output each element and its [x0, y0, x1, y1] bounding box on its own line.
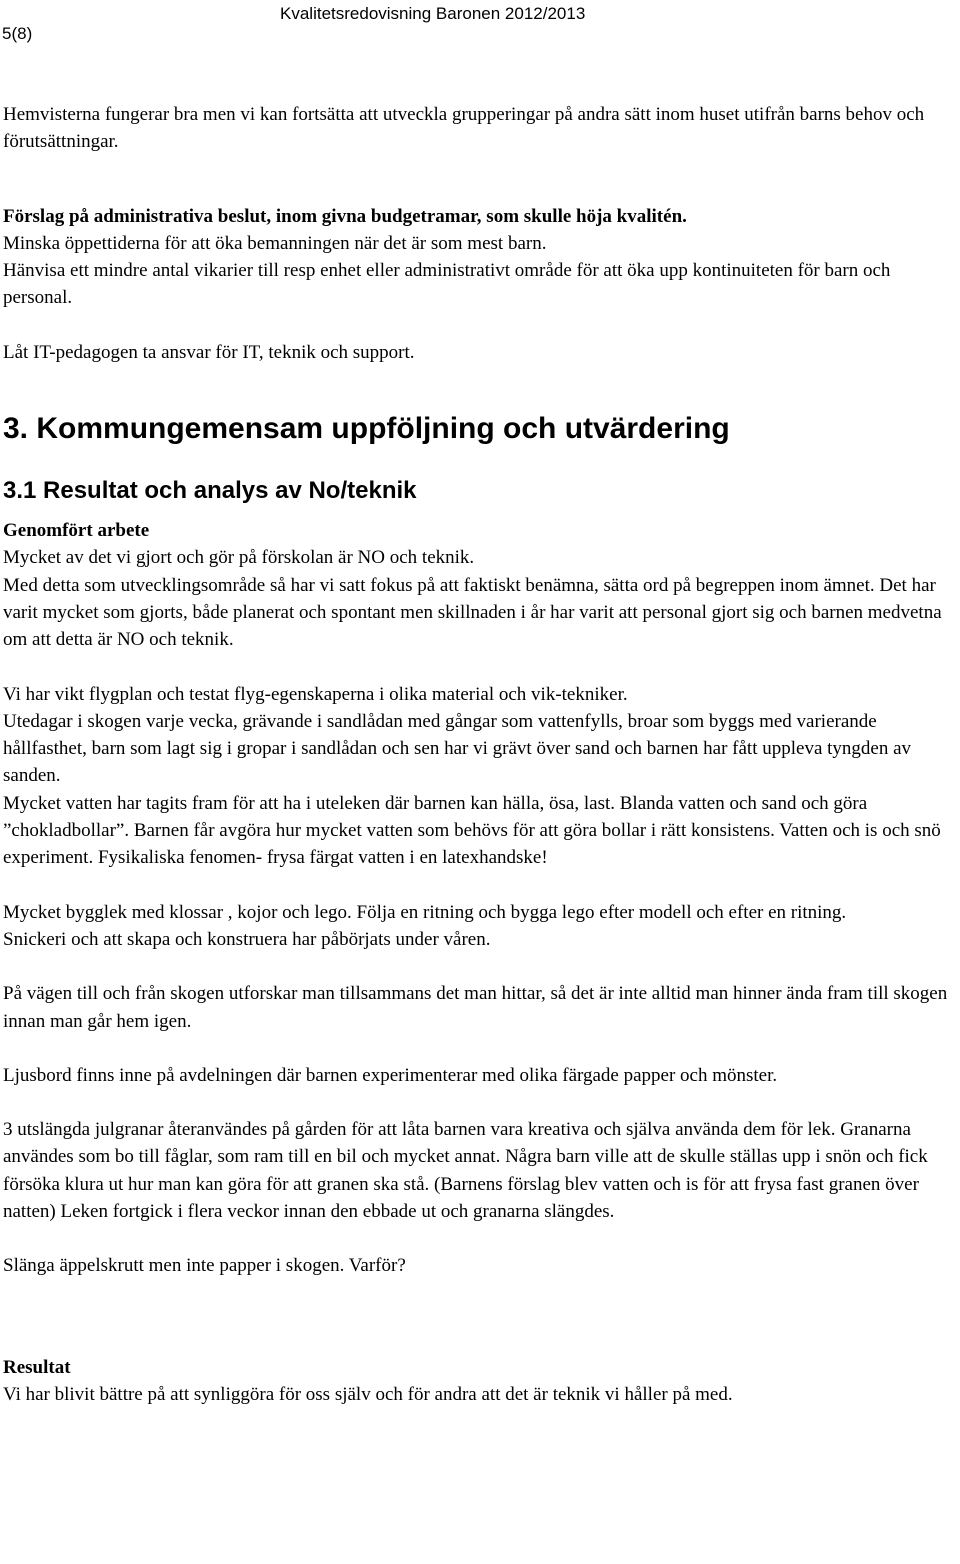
section-3-heading: 3. Kommungemensam uppföljning och utvärdering	[3, 412, 730, 446]
body-paragraph: 3 utslängda julgranar återanvändes på gården för att låta barnen vara kreativa och själva använda dem för lek. Granarna användes som bo till fåglar, som ram till en bil och mycket annat. Några barn ville att de skulle ställas upp i snön och fick försöka klura ut hur man kan göra för att granen ska stå. (Barnens förslag blev vatten och is för att frysa fast granen över natten) Leken fortgick i flera veckor innan den ebbade ut och granarna slängdes.	[3, 1119, 928, 1223]
body-paragraph: Med detta som utvecklingsområde så har vi satt fokus på att faktiskt benämna, sätta ord på begreppen inom ämnet. Det har varit mycket som gjorts, både planerat och spontant men skillnaden i år har varit att personal gjort sig och barnen medvetna om att detta är NO och teknik.	[3, 574, 942, 651]
body-paragraph: Vi har vikt flygplan och testat flyg-egenskaperna i olika material och vik-tekniker.	[3, 683, 628, 705]
proposal-item: Minska öppettiderna för att öka bemanningen när det är som mest barn.	[3, 232, 547, 254]
intro-paragraph: Hemvisterna fungerar bra men vi kan fortsätta att utveckla grupperingar på andra sätt inom huset utifrån barns behov och förutsättningar.	[3, 104, 925, 153]
body-paragraph: Ljusbord finns inne på avdelningen där barnen experimenterar med olika färgade papper och mönster.	[3, 1064, 778, 1086]
body-paragraph: Mycket av det vi gjort och gör på förskolan är NO och teknik.	[3, 547, 475, 569]
proposals-heading: Förslag på administrativa beslut, inom givna budgetramar, som skulle höja kvalitén.	[3, 205, 687, 227]
page-header	[0, 0, 960, 50]
body-paragraph: Slänga äppelskrutt men inte papper i skogen. Varför?	[3, 1255, 406, 1277]
page-number: 5(8)	[2, 24, 33, 43]
body-paragraph: Utedagar i skogen varje vecka, grävande i sandlådan med gångar som vattenfylls, broar som byggs med varierande hållfasthet, barn som lagt sig i gropar i sandlådan och sen har vi grävt över sand och barnen har fått uppleva tyngden av sanden.	[3, 710, 912, 787]
done-work-heading: Genomfört arbete	[3, 520, 150, 542]
proposal-item: Hänvisa ett mindre antal vikarier till resp enhet eller administrativt område för att öka upp kontinuiteten för barn och personal.	[3, 260, 891, 309]
body-paragraph: Mycket bygglek med klossar , kojor och lego. Följa en ritning och bygga lego efter modell och efter en ritning.	[3, 901, 847, 923]
body-paragraph: På vägen till och från skogen utforskar man tillsammans det man hittar, så det är inte alltid man hinner ända fram till skogen innan man går hem igen.	[3, 983, 948, 1032]
document-title: Kvalitetsredovisning Baronen 2012/2013	[280, 4, 586, 23]
document-body	[3, 101, 958, 1408]
result-heading: Resultat	[3, 1356, 71, 1378]
result-text: Vi har blivit bättre på att synliggöra för oss själv och för andra att det är teknik vi håller på med.	[3, 1383, 733, 1405]
section-3-1-heading: 3.1 Resultat och analys av No/teknik	[3, 477, 417, 505]
body-paragraph: Mycket vatten har tagits fram för att ha i uteleken där barnen kan hälla, ösa, last. Blanda vatten och sand och göra ”chokladbollar”. Barnen får avgöra hur mycket vatten som behövs för att göra bollar i rätt konsistens. Vatten och is och snö experiment. Fysikaliska fenomen- frysa färgat vatten i en latexhandske!	[3, 792, 941, 869]
body-paragraph: Snickeri och att skapa och konstruera har påbörjats under våren.	[3, 928, 491, 950]
proposal-item: Låt IT-pedagogen ta ansvar för IT, teknik och support.	[3, 341, 415, 363]
